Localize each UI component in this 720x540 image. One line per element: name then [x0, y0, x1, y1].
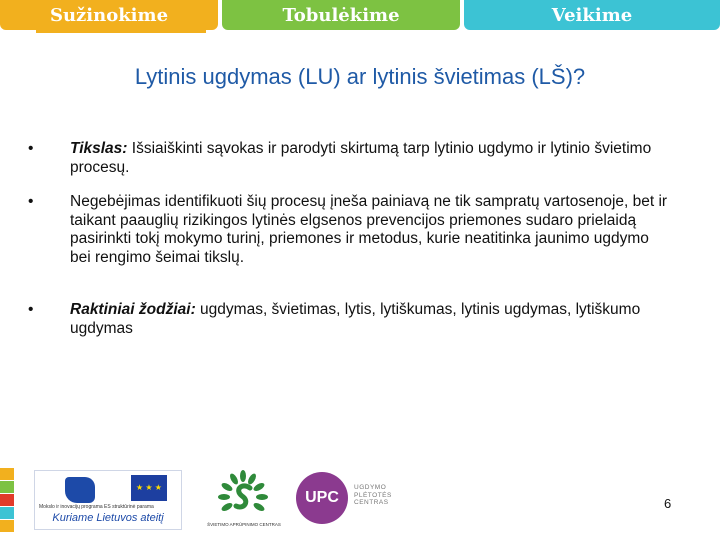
bullet-item-goal: [28, 140, 668, 177]
bullet-marker: •: [28, 140, 34, 157]
green-logo-caption: ŠVIETIMO APRŪPINIMO CENTRAS: [207, 522, 281, 527]
leaf-s-icon: [212, 468, 274, 522]
slide-title: Lytinis ugdymas (LU) ar lytinis švietimas (LŠ)?: [134, 64, 586, 89]
page-number: 6: [664, 496, 672, 511]
upc-name: [354, 484, 414, 507]
goal-label: Tikslas:: [70, 140, 128, 157]
tab-veikime[interactable]: Veikime: [464, 0, 720, 30]
goal-text: Išsiaiškinti sąvokas ir parodyti skirtumą tarp lytinio ugdymo ir lytinio švietimo procesų.: [70, 140, 652, 176]
color-strip: [0, 468, 14, 530]
bullet-item-problem: [28, 193, 668, 267]
tab-tobulekime[interactable]: Tobulėkime: [222, 0, 460, 30]
tab-suzinokime[interactable]: Sužinokime: [0, 0, 218, 30]
keywords-text: ugdymas, švietimas, lytis, lytiškumas, lytinis ugdymas, lytiškumo ugdymas: [70, 301, 641, 337]
strip-segment: [0, 494, 14, 506]
tab-active-underline: [36, 30, 206, 33]
strip-segment: [0, 481, 14, 493]
upc-line: CENTRAS: [354, 499, 389, 506]
eu-logo-small-text: Mokslo ir inovacijų programa ES struktūrinė parama: [39, 504, 154, 510]
bullet-marker: •: [28, 193, 34, 210]
eu-flag-icon: ★ ★ ★: [131, 475, 167, 501]
bullet-list: [28, 140, 668, 338]
upc-circle-mark: UPC: [296, 472, 348, 524]
upc-line: PLĖTOTĖS: [354, 491, 392, 499]
upc-line: UGDYMO: [354, 484, 387, 491]
strip-segment: [0, 468, 14, 480]
keywords-label: Raktiniai žodžiai:: [70, 301, 196, 318]
bullet-item-keywords: [28, 301, 668, 338]
lithuania-map-icon: [65, 477, 95, 503]
strip-segment: [0, 520, 14, 532]
strip-segment: [0, 507, 14, 519]
bullet-marker: •: [28, 301, 34, 318]
upc-logo: [296, 472, 406, 526]
header-tabs: [0, 0, 720, 32]
eu-slogan: Kuriame Lietuvos ateitį: [52, 512, 164, 524]
green-s-logo: [204, 468, 280, 530]
eu-funding-logo: [34, 470, 182, 530]
problem-text: Negebėjimas identifikuoti šių procesų įneša painiavą ne tik sampratų vartosenoje, bet ir taikant paauglių rizikingos lytinės elgsenos prevencijos priemones sudaro prielaidą pasirinkti tokį mokymo turinį, priemones ir metodus, kurie neatitinka jaunimo ugdymo bei rengimo šeimai tikslų.: [70, 193, 668, 266]
